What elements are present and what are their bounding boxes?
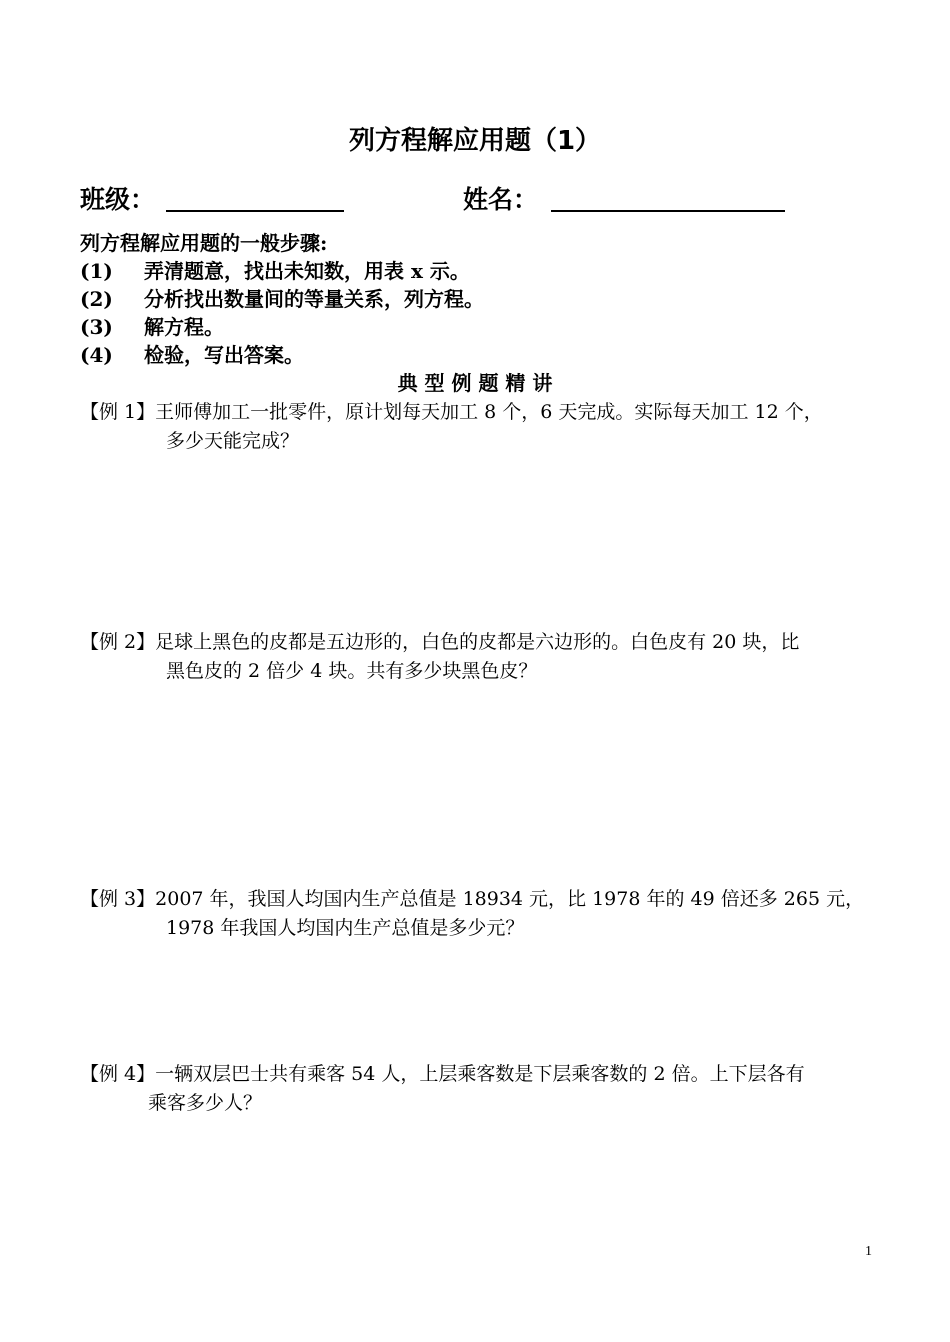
example-problem-2 — [80, 628, 890, 686]
example-line-1: 足球上黑色的皮都是五边形的，白色的皮都是六边形的。白色皮有 20 块，比 — [155, 631, 800, 653]
example-line-1: 一辆双层巴士共有乘客 54 人，上层乘客数是下层乘客数的 2 倍。上下层各有 — [155, 1063, 805, 1085]
example-line-2: 1978 年我国人均国内生产总值是多少元？ — [166, 917, 525, 939]
example-tag: 【例 2】 — [80, 631, 156, 653]
name-blank-line — [551, 210, 785, 212]
step-item — [80, 313, 224, 342]
page-title: 列方程解应用题（1） — [348, 126, 602, 156]
page-number: 1 — [865, 1244, 872, 1259]
example-line-2: 乘客多少人？ — [148, 1092, 263, 1114]
step-text: 解方程。 — [144, 315, 224, 339]
class-blank-line — [166, 210, 344, 212]
example-tag: 【例 3】 — [80, 888, 156, 910]
example-line-1: 2007 年，我国人均国内生产总值是 18934 元，比 1978 年的 49 倍还多 265 元， — [155, 888, 865, 910]
class-label: 班级： — [80, 185, 156, 214]
steps-heading: 列方程解应用题的一般步骤: — [80, 231, 328, 255]
section-title: 典 型 例 题 精 讲 — [397, 371, 553, 395]
example-problem-4 — [80, 1060, 890, 1118]
step-item — [80, 341, 304, 370]
step-text: 分析找出数量间的等量关系，列方程。 — [144, 287, 484, 311]
example-problem-1 — [80, 398, 890, 456]
step-item — [80, 285, 484, 314]
step-number: (2) — [80, 287, 113, 311]
step-text: 检验，写出答案。 — [144, 343, 304, 367]
example-problem-3 — [80, 885, 890, 943]
step-number: (4) — [80, 343, 113, 367]
example-line-2: 黑色皮的 2 倍少 4 块。共有多少块黑色皮？ — [166, 660, 538, 682]
example-tag: 【例 4】 — [80, 1063, 156, 1085]
step-number: (1) — [80, 259, 113, 283]
example-line-1: 王师傅加工一批零件，原计划每天加工 8 个，6 天完成。实际每天加工 12 个， — [155, 401, 823, 423]
step-item — [80, 257, 470, 286]
student-info-row — [80, 180, 880, 220]
step-number: (3) — [80, 315, 113, 339]
step-text: 弄清题意，找出未知数，用表 x 示。 — [144, 259, 470, 283]
example-tag: 【例 1】 — [80, 401, 156, 423]
name-label: 姓名： — [463, 185, 539, 214]
example-line-2: 多少天能完成？ — [166, 430, 300, 452]
